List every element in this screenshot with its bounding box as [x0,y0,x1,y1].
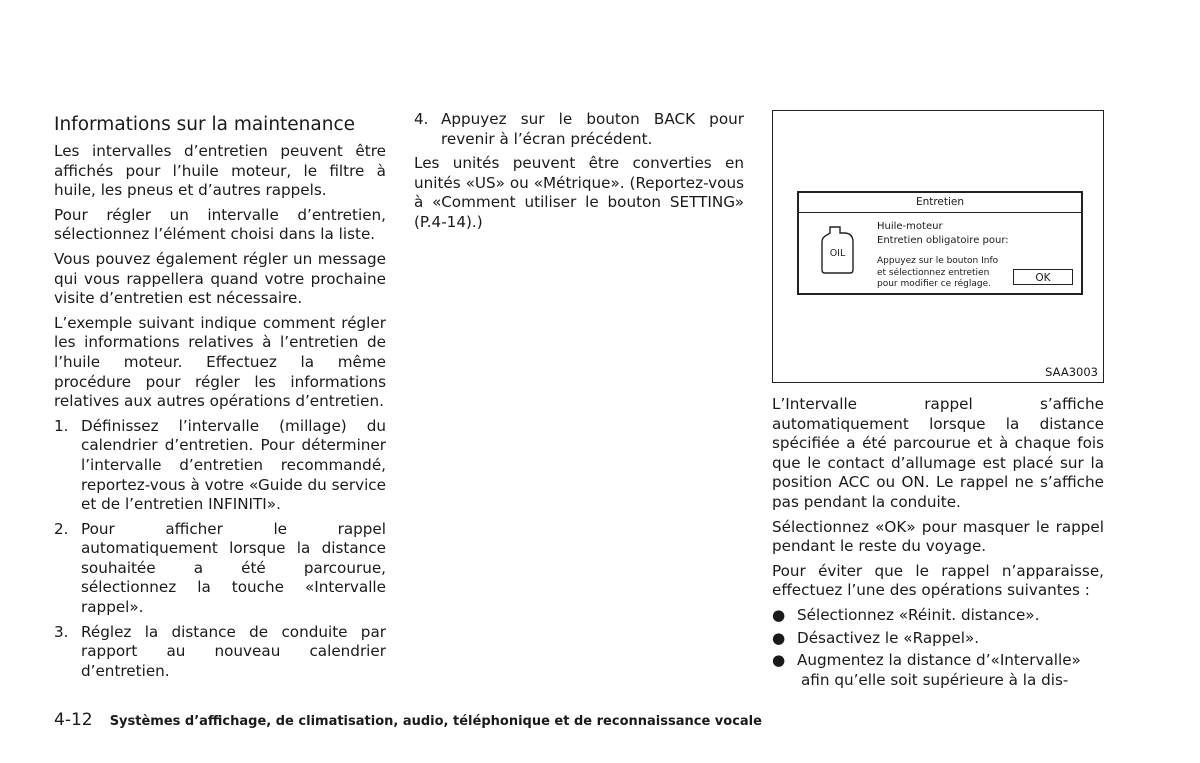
maintenance-screen [797,191,1083,295]
bullet-icon: ● [772,651,786,670]
step-item [414,110,744,149]
column-right [772,395,1104,693]
step-number: 1. [54,416,69,435]
oil-can-icon [820,225,856,275]
step-text: Définissez l’intervalle (millage) du calendrier d’entretien. Pour déterminer l’intervalle d’entretien recommandé, reportez-vous à votre «Guide du service et de l’entretien INFINITI». [81,416,386,514]
paragraph: Sélectionnez «OK» pour masquer le rappel pendant le reste du voyage. [772,517,1104,556]
screen-line: Huile-moteur [877,221,943,232]
step-item [54,520,386,618]
section-heading: Informations sur la maintenance [54,114,356,135]
paragraph: L’exemple suivant indique comment régler les informations relatives à l’entretien de l’huile moteur. Effectuez la même procédure pour régler les informations relatives aux autres opérations d’entretien. [54,313,386,411]
bullet-text: Désactivez le «Rappel». [797,628,980,647]
column-left [54,108,386,686]
step-number: 4. [414,110,429,128]
icon-label: OIL [829,248,846,259]
hint-line: Appuyez sur le bouton Info [877,256,999,266]
paragraph: Pour éviter que le rappel n’apparaisse, effectuez l’une des opérations suivantes : [772,561,1104,600]
step-item [54,623,386,682]
page-footer [54,710,762,730]
screen-message [877,220,1009,248]
bullet-text: Augmentez la distance d’«Intervalle» [797,651,1081,670]
hint-line: et sélectionnez entretien [877,267,990,278]
bullet-text-continued: afin qu’elle soit supérieure à la dis- [801,670,1069,689]
paragraph: Les unités peuvent être converties en unités «US» ou «Métrique». (Reportez-vous à «Comment utiliser le bouton SETTING» (P.4-14).) [414,154,744,231]
screen-hint [877,256,998,291]
illustration-frame [772,110,1104,383]
hint-line: pour modifier ce réglage. [877,279,991,289]
bullet-icon: ● [772,605,786,624]
step-text: Appuyez sur le bouton BACK pour revenir à l’écran précédent. [441,110,744,148]
step-text: Réglez la distance de conduite par rapport au nouveau calendrier d’entretien. [81,622,386,680]
step-text: Pour afficher le rappel automatiquement lorsque la distance souhaitée a été parcourue, sélectionnez la touche «Intervalle rappel». [81,519,386,617]
screen-line: Entretien obligatoire pour: [877,235,1009,246]
page-number: 4-12 [54,710,93,730]
step-item [54,417,386,515]
bullet-item [772,629,1104,649]
bullet-icon: ● [772,628,786,647]
chapter-title: Systèmes d’affichage, de climatisation, audio, téléphonique et de reconnaissance vocale [109,714,762,729]
paragraph: Pour régler un intervalle d’entretien, sélectionnez l’élément choisi dans la liste. [54,205,386,244]
step-number: 3. [54,622,69,641]
screen-title: Entretien [799,193,1081,213]
bullet-text: Sélectionnez «Réinit. distance». [797,605,1040,624]
paragraph: Vous pouvez également régler un message qui vous rappellera quand votre prochaine visite d’entretien est nécessaire. [54,249,386,308]
bullet-item [772,651,1104,690]
bullet-item [772,606,1104,626]
figure-code: SAA3003 [1045,365,1098,379]
paragraph: Les intervalles d’entretien peuvent être affichés pour l’huile moteur, le filtre à huile, les pneus et d’autres rappels. [54,142,386,200]
column-middle [414,110,744,238]
paragraph: L’Intervalle rappel s’affiche automatiquement lorsque la distance spécifiée a été parcourue et à chaque fois que le contact d’allumage est placé sur la position ACC ou ON. Le rappel ne s’affiche pas pendant la conduite. [772,395,1104,511]
ok-button[interactable]: OK [1013,269,1073,285]
step-number: 2. [54,519,69,538]
